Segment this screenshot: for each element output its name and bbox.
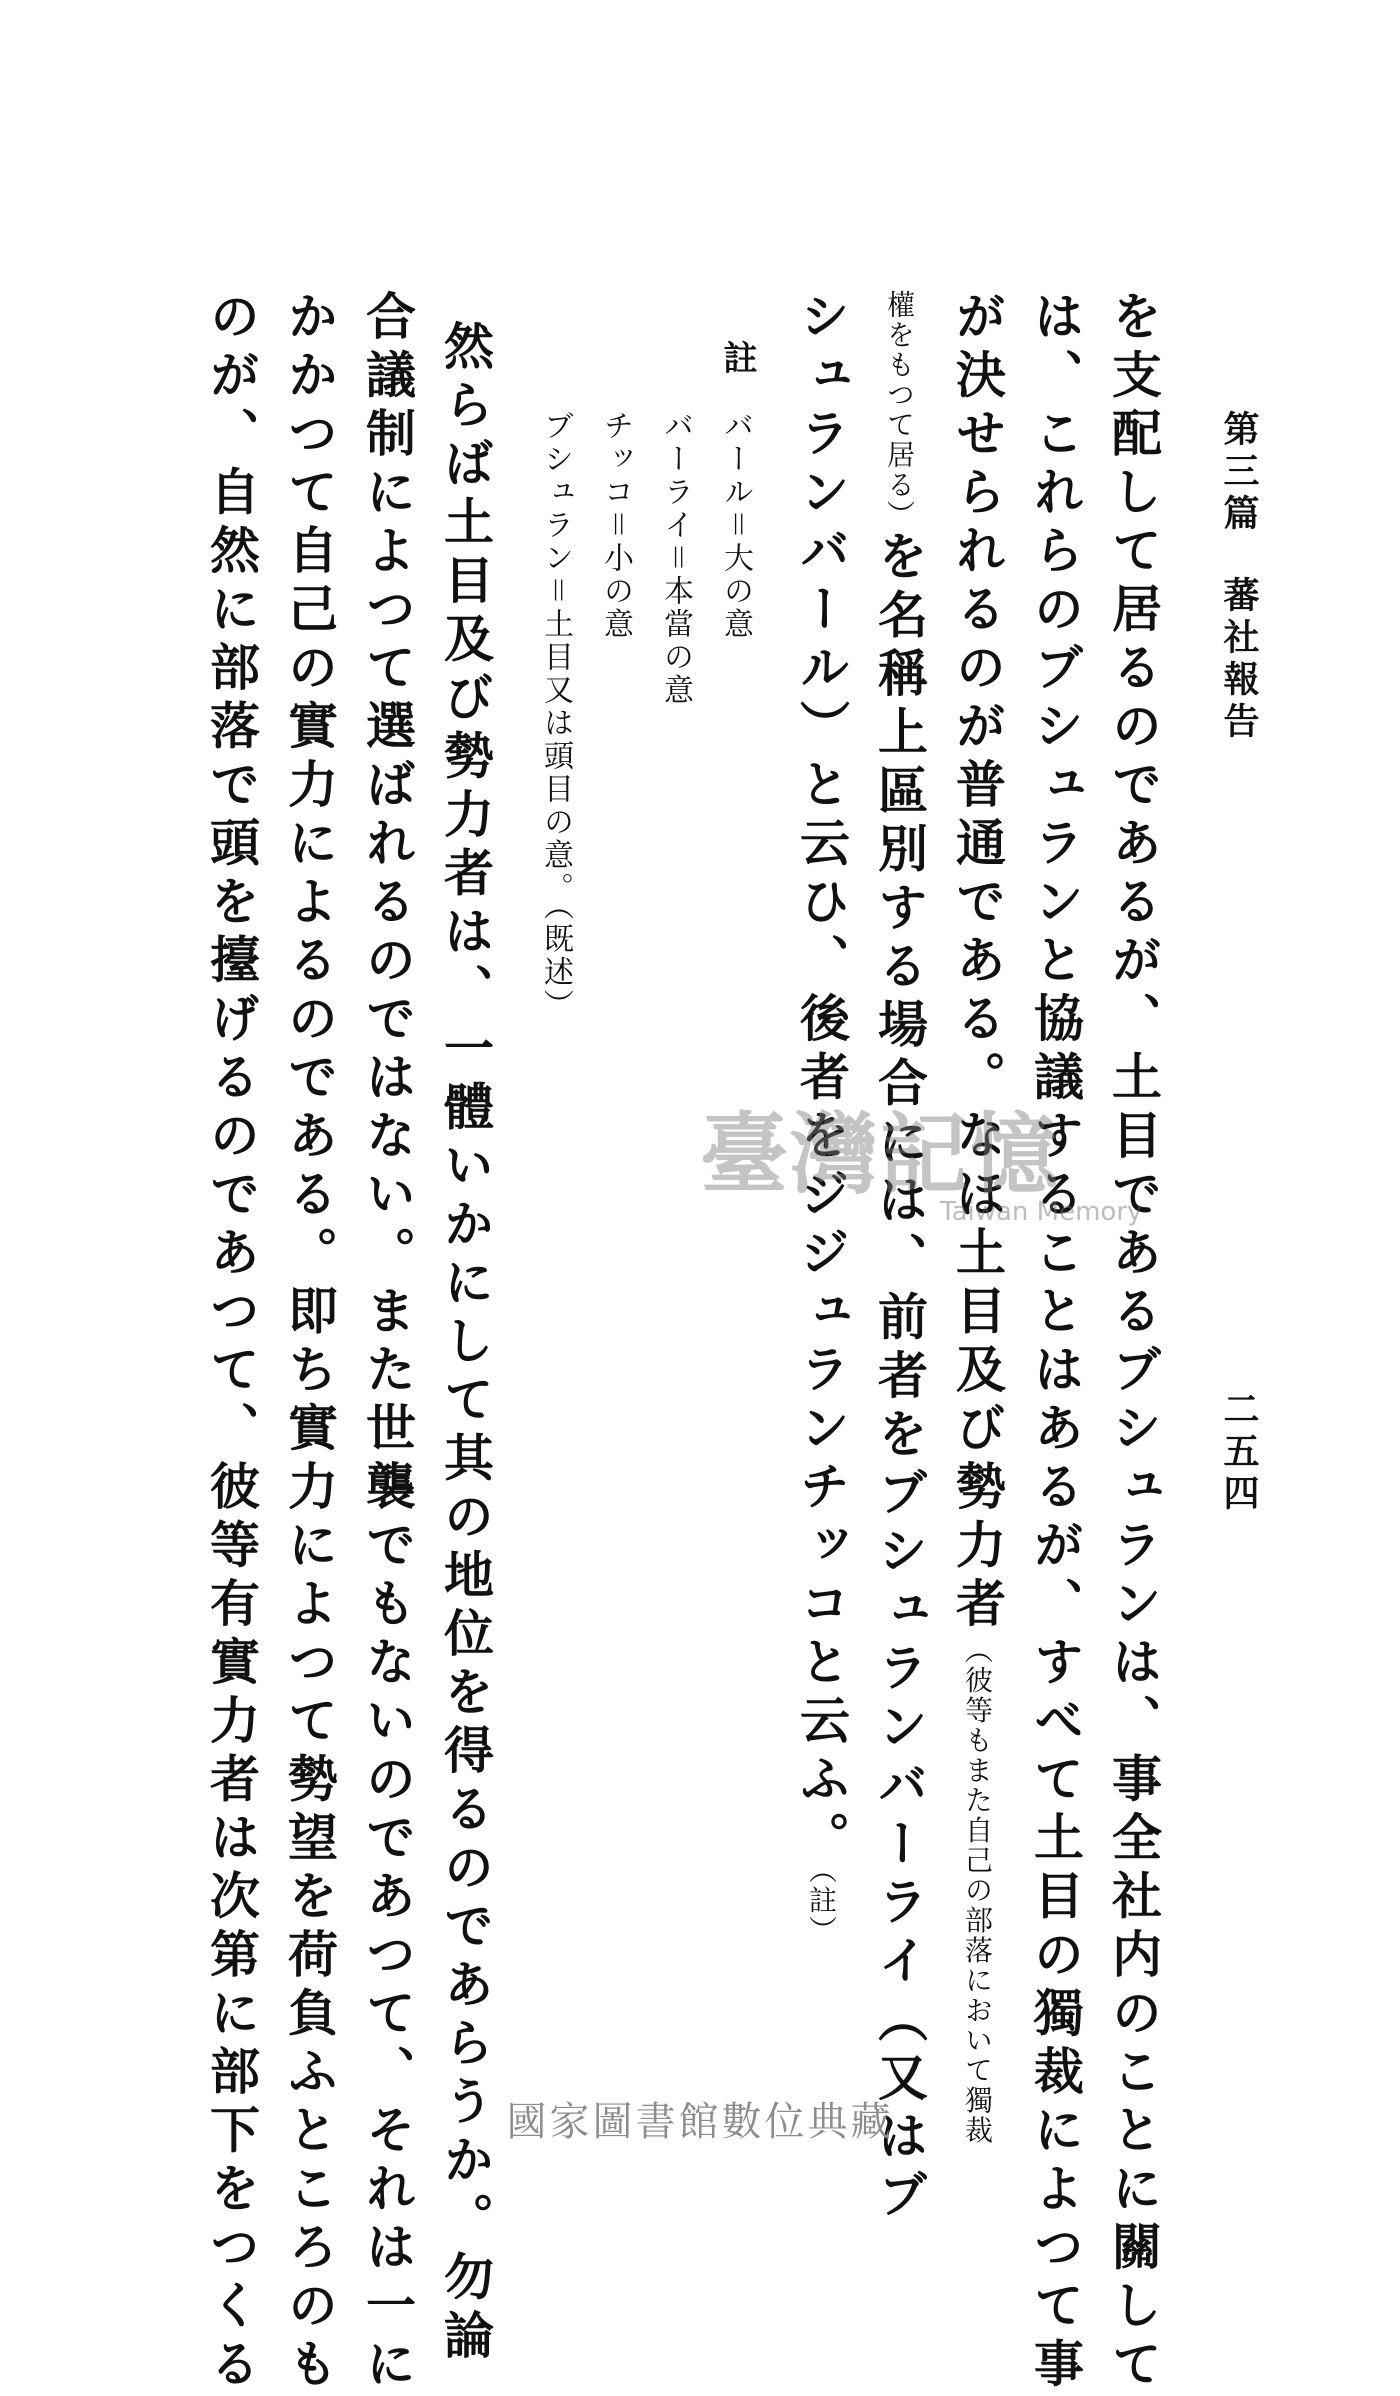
text-column-main: シュランバール）と云ひ、後者をジジュランチッコと云ふ。: [792, 290, 851, 1870]
footnote-ref: （註）: [805, 1869, 838, 1946]
text-column: かかつて自己の實力によるのである。即ち實力によつて勢望を荷負ふところのも: [280, 290, 339, 2396]
note-item: バール＝大の意: [718, 410, 753, 641]
section-title: 蕃社報告: [1218, 576, 1260, 744]
text-column: を支配して居るのであるが、土目であるブシュランは、事全社内のことに關して: [1104, 290, 1163, 2396]
page-number: 二五四: [1218, 1390, 1260, 1516]
chapter-label: 第三篇: [1218, 410, 1260, 536]
text-column-main: が決せられるのが普通である。なほ土目及び勢力者: [948, 290, 1007, 1636]
note-heading: 註: [717, 340, 757, 377]
inline-parenthetical-end: 權をもつて居る）: [883, 290, 916, 530]
watermark-english: Taiwan Memory: [940, 1197, 1143, 1227]
note-item: チッコ＝小の意: [598, 410, 633, 641]
text-column: のが、自然に部落で頭を擡げるのであつて、彼等有實力者は次第に部下をつくる: [202, 290, 261, 2396]
text-column: 合議制によつて選ばれるのではない。また世襲でもないのであつて、それは一に: [358, 290, 417, 2396]
text-column-main: を名稱上區別する場合には、前者をブシュランバーライ（又はブ: [870, 530, 929, 2227]
note-item: ブシュラン＝土目又は頭目の意。（既述）: [538, 410, 573, 1022]
text-column: 然らば土目及び勢力者は、一體いかにして其の地位を得るのであらうか。勿論: [436, 320, 495, 2368]
inline-parenthetical: （彼等もまた自己の部落において獨裁: [961, 1635, 994, 2146]
text-column: [870, 290, 929, 2227]
watermark-logo-text: 臺灣記憶: [700, 1102, 1061, 1206]
footer-credit: 國家圖書館數位典藏: [506, 2099, 894, 2145]
text-column: は、これらのブシュランと協議することはあるが、すべて土目の獨裁によつて事: [1026, 290, 1085, 2396]
watermark: [700, 1085, 1143, 1227]
note-item: バーライ＝本當の意: [658, 410, 693, 707]
running-header: [1214, 410, 1265, 744]
